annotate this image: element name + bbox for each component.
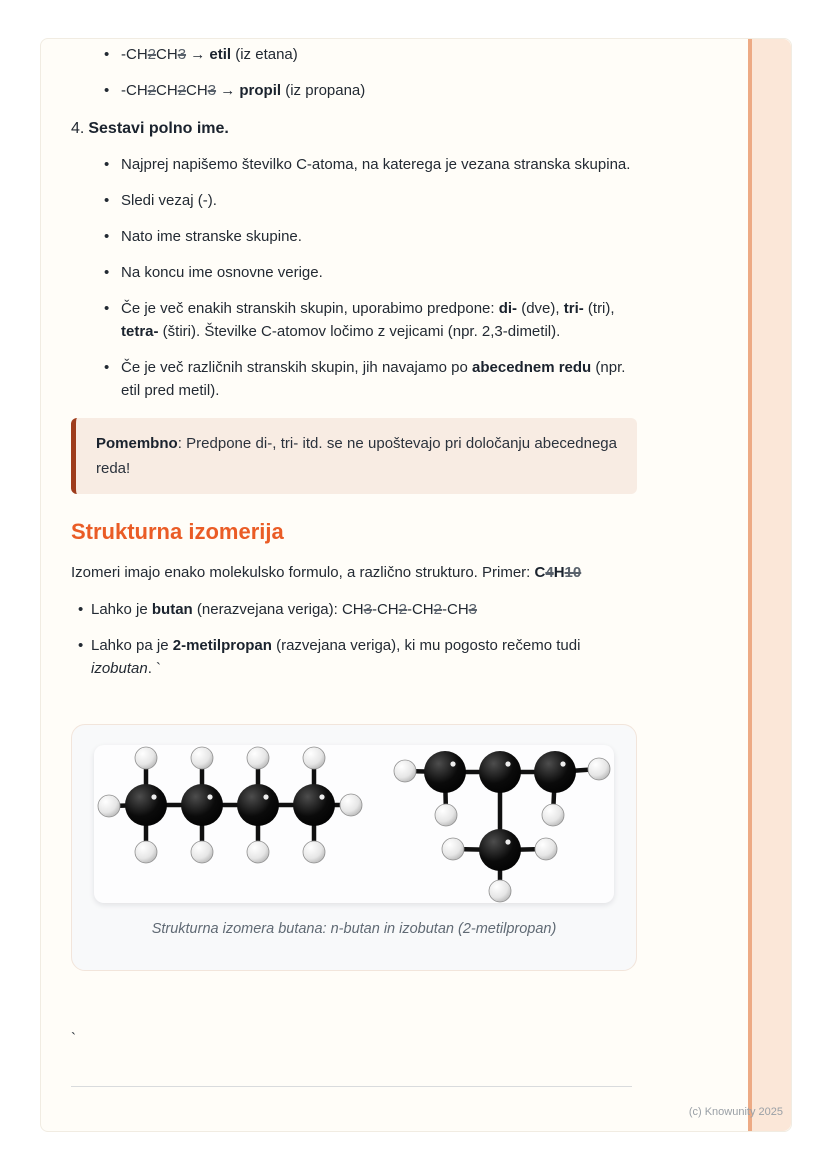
alkyl-example-list — [71, 43, 637, 102]
list-item: • Najprej napišemo številko C-atoma, na katerega je vezana stranska skupina. — [121, 153, 637, 176]
step-number: 4. — [71, 120, 85, 137]
step-title: Sestavi polno ime. — [88, 120, 229, 137]
stray-backtick: ` — [71, 1030, 76, 1047]
important-callout — [71, 418, 637, 494]
copyright-note: (c) Knowunity 2025 — [688, 1106, 783, 1118]
list-item: • Lahko je butan (nerazvejana veriga): CH3-CH2-CH2-CH3 — [91, 598, 637, 621]
list-item: • Če je več različnih stranskih skupin, jih navajamo po abecednem redu (npr. etil pred metil). — [121, 356, 637, 402]
isomer-list — [71, 598, 637, 680]
molecule-image — [94, 745, 614, 903]
page-content — [71, 43, 637, 1087]
list-item: • Na koncu ime osnovne verige. — [121, 261, 637, 284]
page-edge-band — [748, 39, 791, 1131]
naming-steps-list — [71, 153, 637, 402]
list-item: • -CH2CH3 → etil (iz etana) — [121, 43, 637, 66]
list-item: • Lahko pa je 2-metilpropan (razvejana veriga), ki mu pogosto rečemo tudi izobutan. ` — [91, 634, 637, 680]
list-item: • Če je več enakih stranskih skupin, uporabimo predpone: di- (dve), tri- (tri), tetra- (štiri). Številke C-atomov ločimo z vejicami (npr. 2,3-dimetil). — [121, 297, 637, 343]
section-intro: Izomeri imajo enako molekulsko formulo, a različno strukturo. Primer: C4H10 — [71, 564, 582, 581]
list-item: • Nato ime stranske skupine. — [121, 225, 637, 248]
section-heading: Strukturna izomerija — [71, 519, 284, 544]
numbered-step-heading — [71, 118, 637, 140]
figure-caption: Strukturna izomera butana: n-butan in izobutan (2-metilpropan) — [151, 921, 557, 937]
footer-divider — [71, 1086, 632, 1087]
list-item: • -CH2CH2CH3 → propil (iz propana) — [121, 79, 637, 102]
list-item: • Sledi vezaj (-). — [121, 189, 637, 212]
callout-text: Pomembno: Predpone di-, tri- itd. se ne upoštevajo pri določanju abecednega reda! — [96, 435, 617, 477]
figure-box — [71, 724, 637, 971]
document-page — [40, 38, 792, 1132]
molecule-diagram — [94, 745, 614, 903]
bond-lines — [109, 758, 599, 891]
